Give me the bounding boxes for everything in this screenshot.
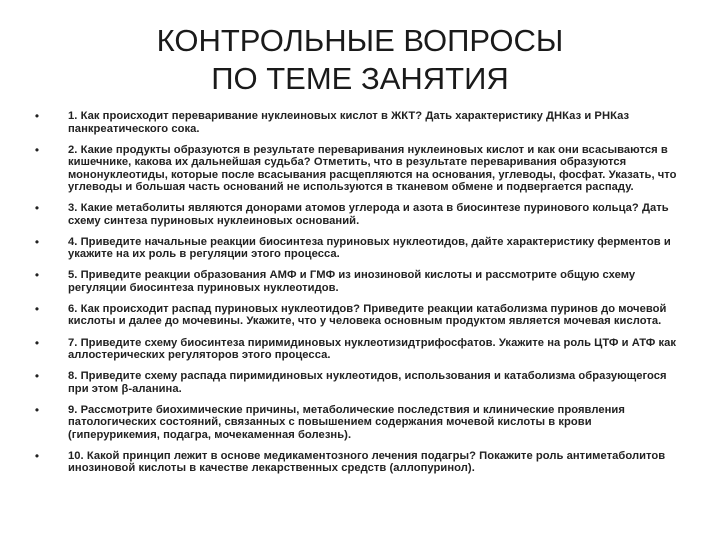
question-item-5 bbox=[30, 269, 678, 294]
bullet-icon: • bbox=[34, 268, 40, 283]
question-text-6: 6. Как происходит распад пуриновых нуклеотидов? Приведите реакции катаболизма пуринов до мочевой кислоты и далее до мочевины. Укажите, что у человека основным продуктом является мочевая кислота. bbox=[68, 302, 667, 328]
bullet-icon: • bbox=[34, 234, 40, 249]
questions-list bbox=[30, 110, 678, 483]
question-item-10 bbox=[30, 450, 678, 475]
question-text-8: 8. Приведите схему распада пиримидиновых нуклеотидов, использования и катаболизма образующегося при этом β-аланина. bbox=[68, 370, 667, 395]
question-item-7 bbox=[30, 337, 678, 362]
question-text-4: 4. Приведите начальные реакции биосинтеза пуриновых нуклеотидов, дайте характеристику ферментов и укажите на их роль в регуляции этого процесса. bbox=[68, 235, 671, 261]
question-text-10: 10. Какой принцип лежит в основе медикаментозного лечения подагры? Покажите роль антиметаболитов инозиновой кислоты в качестве лекарственных средств (аллопуринол). bbox=[68, 449, 666, 475]
question-text-9: 9. Рассмотрите биохимические причины, метаболические последствия и клинические проявления патологических состояний, связанных с повышением содержания мочевой кислоты в крови (гиперурикемия, подагра, мочекаменная болезнь). bbox=[68, 403, 625, 441]
question-item-6 bbox=[30, 303, 678, 328]
slide-title bbox=[40, 22, 680, 98]
slide-title-line-1: КОНТРОЛЬНЫЕ ВОПРОСЫ bbox=[156, 23, 564, 58]
question-text-7: 7. Приведите схему биосинтеза пиримидиновых нуклеотизидтрифосфатов. Укажите на роль ЦТФ и АТФ как аллостерических регуляторов этого процесса. bbox=[68, 336, 677, 362]
question-item-4 bbox=[30, 236, 678, 261]
bullet-icon: • bbox=[34, 301, 40, 316]
bullet-icon: • bbox=[34, 335, 40, 350]
question-text-2: 2. Какие продукты образуются в результате переваривания нуклеиновых кислот и как они всасываются в кишечнике, какова их дальнейшая судьба? Отметить, что в результате переваривания образуются мононуклеотиды, которые после всасывания расщепляются на основания, углеводы, фосфат. Указать, что углеводы и большая часть оснований не используются в тканевом обмене и подвергается распаду. bbox=[68, 143, 677, 194]
question-item-2 bbox=[30, 144, 678, 194]
bullet-icon: • bbox=[34, 369, 40, 384]
slide-title-line-2: ПО ТЕМЕ ЗАНЯТИЯ bbox=[211, 61, 509, 96]
question-text-5: 5. Приведите реакции образования АМФ и ГМФ из инозиновой кислоты и рассмотрите общую схему регуляции биосинтеза пуриновых нуклеотидов. bbox=[68, 269, 636, 294]
bullet-icon: • bbox=[34, 109, 40, 123]
bullet-icon: • bbox=[34, 201, 40, 216]
question-item-3 bbox=[30, 202, 678, 227]
bullet-icon: • bbox=[34, 142, 40, 157]
question-item-8 bbox=[30, 370, 678, 395]
bullet-icon: • bbox=[34, 402, 40, 417]
question-text-3: 3. Какие метаболиты являются донорами атомов углерода и азота в биосинтезе пуринового кольца? Дать схему синтеза пуриновых нуклеиновых оснований. bbox=[68, 202, 669, 227]
question-item-9 bbox=[30, 404, 678, 442]
bullet-icon: • bbox=[34, 448, 40, 463]
question-item-1 bbox=[30, 110, 678, 135]
question-text-1: 1. Как происходит переваривание нуклеиновых кислот в ЖКТ? Дать характеристику ДНКаз и РНКаз панкреатического сока. bbox=[68, 110, 630, 135]
